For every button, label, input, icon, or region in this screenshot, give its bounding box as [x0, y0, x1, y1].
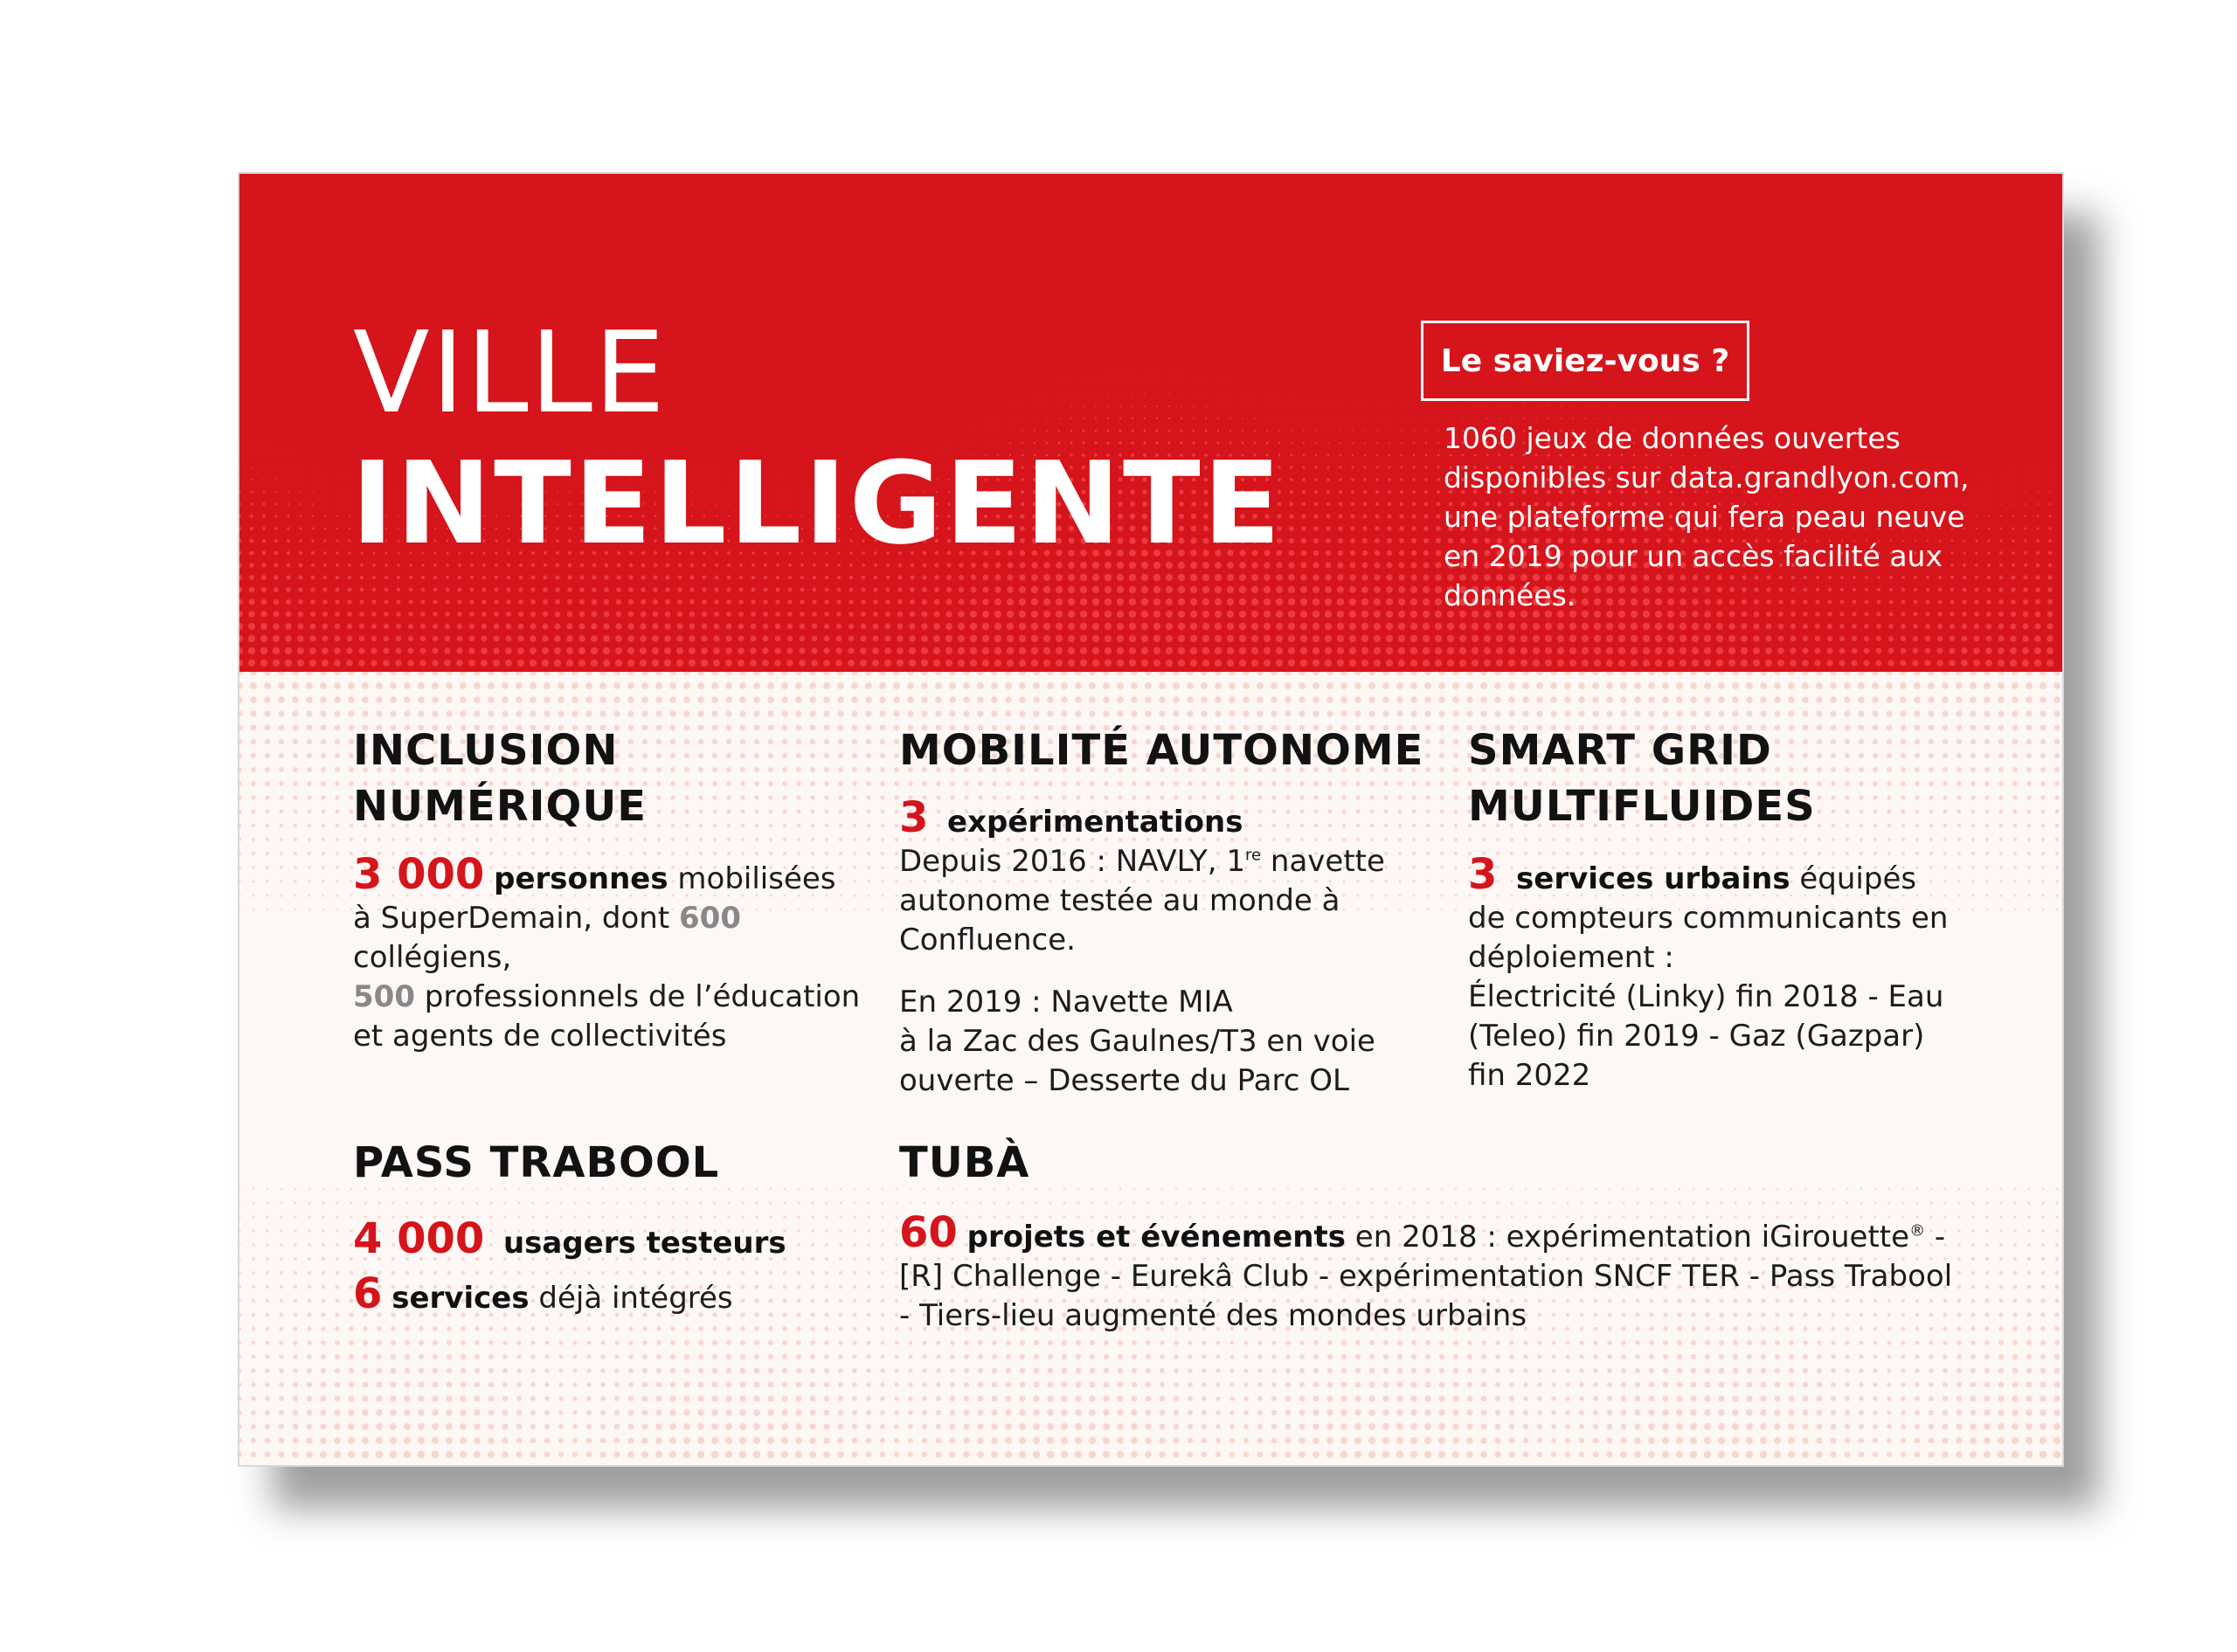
- mobilite-text-part: En 2019 : Navette MIA: [899, 985, 1233, 1020]
- trabool-services-label: services: [391, 1281, 530, 1316]
- mobilite-text-part: à la Zac des Gaulnes/T3 en voie: [899, 1024, 1375, 1059]
- tuba-stat-number: 60: [899, 1208, 958, 1257]
- title-line-1: VILLE: [353, 308, 667, 439]
- did-you-know-badge: Le saviez-vous ?: [1421, 321, 1749, 401]
- mobilite-superscript: re: [1245, 846, 1262, 865]
- tuba-text-part: en 2018 : expérimentation iGirouette: [1346, 1220, 1910, 1255]
- smartgrid-stat-number: 3: [1468, 850, 1498, 899]
- trabool-text-part: déjà intégrés: [529, 1281, 733, 1316]
- trabool-stat-label: usagers testeurs: [502, 1226, 786, 1261]
- tuba-stat-label: projets et événements: [966, 1220, 1346, 1255]
- trabool-text: [353, 1213, 877, 1324]
- smartgrid-title: [1468, 722, 1816, 834]
- tip-line: données.: [1444, 578, 1576, 612]
- inclusion-number-500: 500: [353, 979, 415, 1014]
- mobilite-stat-number: 3: [899, 793, 929, 842]
- inclusion-text-part: à SuperDemain, dont: [353, 901, 679, 936]
- mobilite-text-part: Depuis 2016 : NAVLY, 1: [899, 844, 1246, 879]
- smartgrid-text-part: de compteurs communicants en: [1468, 901, 1949, 936]
- inclusion-number-600: 600: [679, 901, 741, 936]
- inclusion-title-line: INCLUSION: [353, 726, 619, 775]
- trabool-services-number: 6: [353, 1269, 383, 1318]
- inclusion-text-part: et agents de collectivités: [353, 1019, 727, 1054]
- smartgrid-title-line: SMART GRID: [1468, 726, 1772, 775]
- mobilite-text-part: autonome testée au monde à: [899, 883, 1340, 918]
- header-band: [239, 174, 2062, 672]
- inclusion-stat-number: 3 000: [353, 850, 485, 899]
- tuba-text: [899, 1208, 2018, 1336]
- tip-line: 1060 jeux de données ouvertes: [1444, 421, 1901, 455]
- smartgrid-text-part: (Teleo) fin 2019 - Gaz (Gazpar): [1468, 1019, 1925, 1054]
- tuba-text-part: -: [1925, 1220, 1946, 1255]
- infographic-card: [238, 172, 2064, 1467]
- inclusion-text-part: mobilisées: [668, 861, 836, 896]
- tip-line: une plateforme qui fera peau neuve: [1444, 500, 1965, 534]
- inclusion-title: [353, 722, 647, 834]
- trabool-stat-number: 4 000: [353, 1214, 485, 1263]
- mobilite-text-part: ouverte – Desserte du Parc OL: [899, 1063, 1349, 1098]
- smartgrid-stat-label: services urbains: [1516, 861, 1790, 896]
- mobilite-stat-label: expérimentations: [947, 805, 1243, 840]
- smartgrid-text: [1468, 850, 2027, 1096]
- mobilite-text-part: navette: [1261, 844, 1385, 879]
- smartgrid-title-line: MULTIFLUIDES: [1468, 782, 1816, 831]
- tuba-title: TUBÀ: [899, 1138, 1030, 1187]
- inclusion-text-part: professionnels de l’éducation: [414, 979, 861, 1014]
- smartgrid-text-part: équipés: [1790, 861, 1917, 896]
- tuba-text-part: - Tiers-lieu augmenté des mondes urbains: [899, 1298, 1527, 1333]
- tip-line: en 2019 pour un accès facilité aux: [1444, 539, 1943, 573]
- smartgrid-text-part: Électricité (Linky) fin 2018 - Eau: [1468, 979, 1944, 1014]
- mobilite-text-part: Confluence.: [899, 923, 1076, 957]
- tuba-text-part: [R] Challenge - Eurekâ Club - expérimentation SNCF TER - Pass Trabool: [899, 1259, 1953, 1294]
- did-you-know-text: [1444, 418, 2003, 615]
- inclusion-title-line: NUMÉRIQUE: [353, 782, 648, 831]
- smartgrid-text-part: déploiement :: [1468, 940, 1674, 975]
- smartgrid-text-part: fin 2022: [1468, 1058, 1591, 1093]
- trabool-title: PASS TRABOOL: [353, 1138, 720, 1187]
- tip-line: disponibles sur data.grandlyon.com,: [1444, 460, 1970, 494]
- inclusion-stat-label: personnes: [494, 861, 668, 896]
- mobilite-text: [899, 793, 1423, 1101]
- tuba-superscript: ®: [1909, 1221, 1926, 1241]
- inclusion-text: [353, 850, 877, 1056]
- mobilite-title: MOBILITÉ AUTONOME: [899, 726, 1424, 775]
- title-line-2: INTELLIGENTE: [351, 437, 1284, 570]
- inclusion-text-part: collégiens,: [353, 940, 512, 975]
